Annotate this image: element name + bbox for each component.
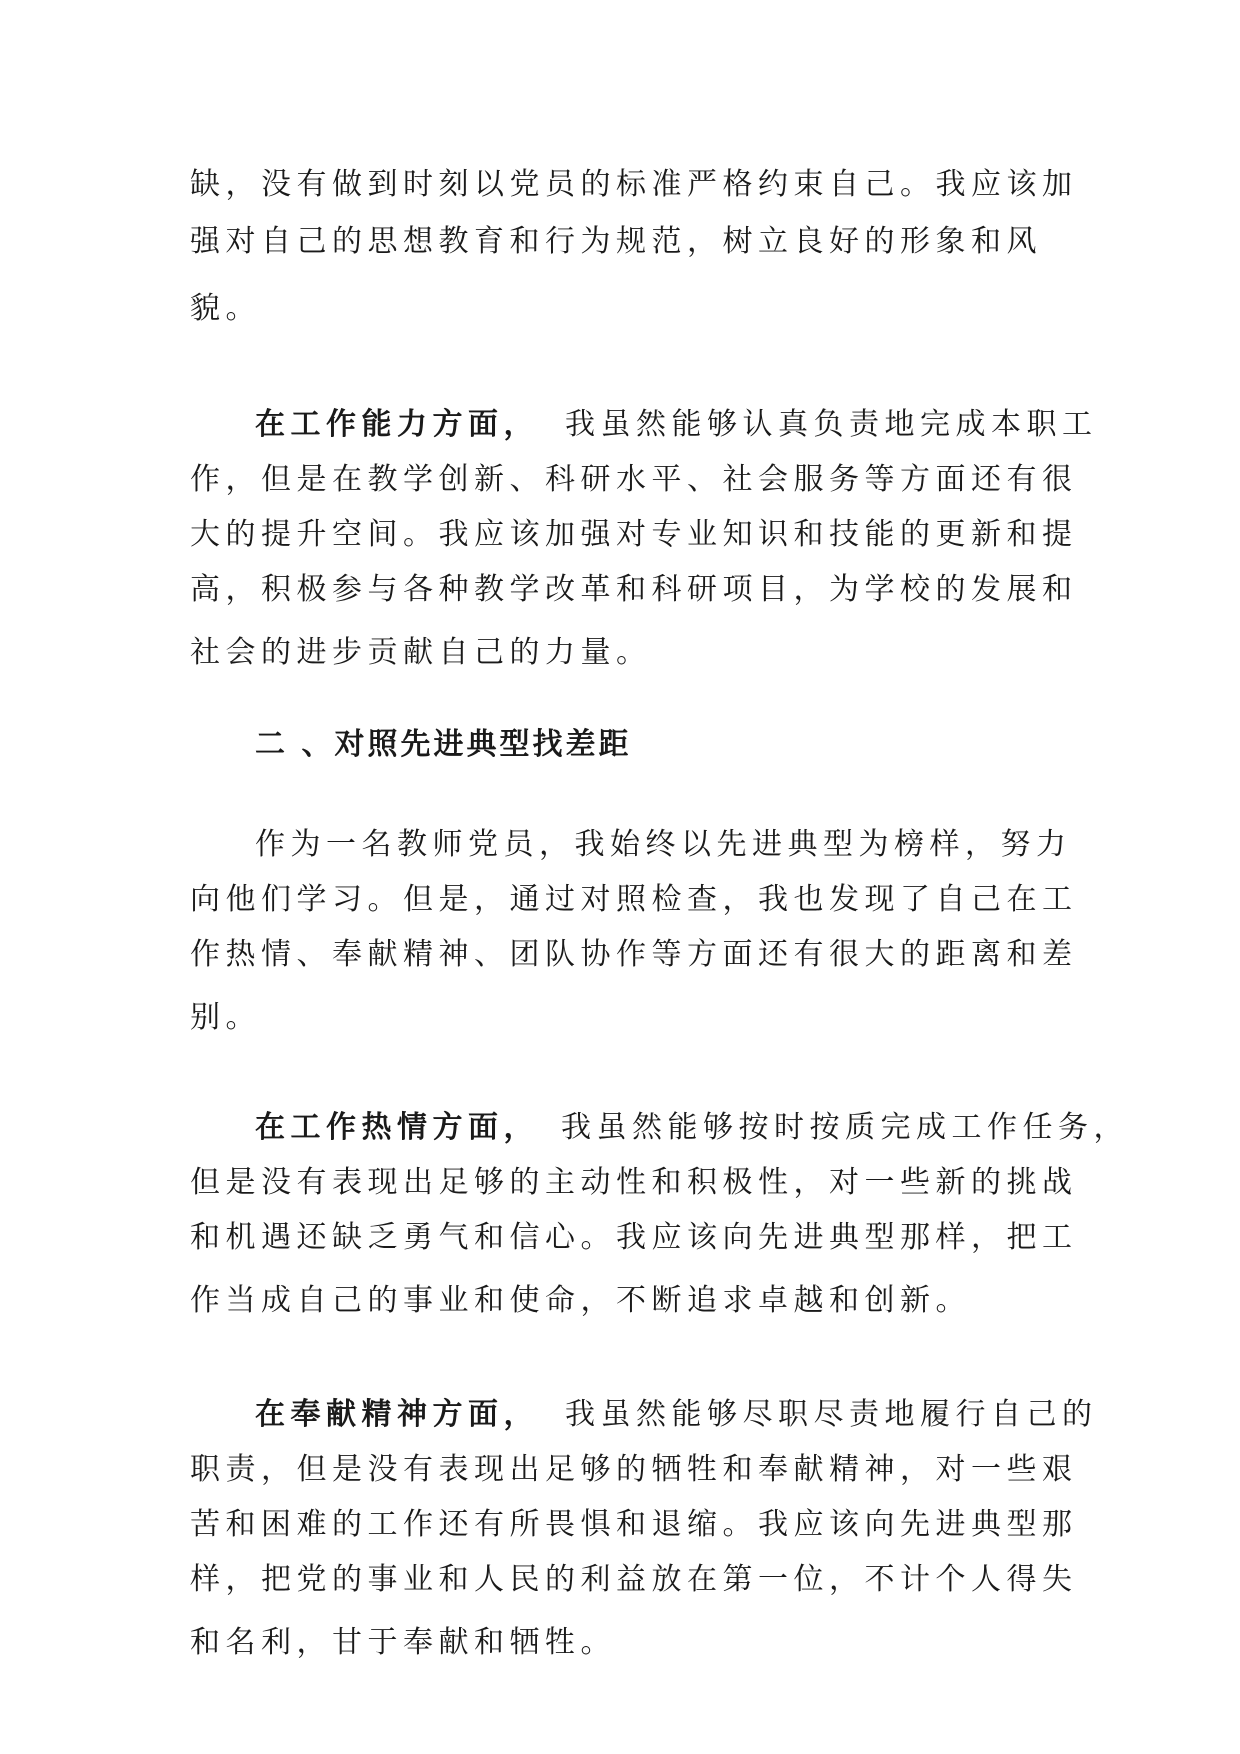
text-line: 作当成自己的事业和使命，不断追求卓越和创新。 (190, 1283, 971, 1318)
text-line: 和机遇还缺乏勇气和信心。我应该向先进典型那样，把工 (190, 1220, 1078, 1255)
text-line: 样，把党的事业和人民的利益放在第一位，不计个人得失 (190, 1562, 1078, 1597)
text-line: 向他们学习。但是，通过对照检查，我也发现了自己在工 (190, 882, 1078, 917)
text-line: 别。 (190, 1000, 261, 1035)
paragraph-lead: 在工作热情方面， (255, 1110, 539, 1145)
text-segment: 我虽然能够认真负责地完成本职工 (565, 407, 1098, 442)
text-line: 高，积极参与各种教学改革和科研项目，为学校的发展和 (190, 572, 1078, 607)
text-line: 作，但是在教学创新、科研水平、社会服务等方面还有很 (190, 462, 1078, 497)
text-line: 苦和困难的工作还有所畏惧和退缩。我应该向先进典型那 (190, 1507, 1078, 1542)
text-line: 大的提升空间。我应该加强对专业知识和技能的更新和提 (190, 517, 1078, 552)
text-line: 作为一名教师党员，我始终以先进典型为榜样，努力 (255, 827, 1072, 862)
text-line (255, 1110, 1129, 1145)
text-line: 作热情、奉献精神、团队协作等方面还有很大的距离和差 (190, 937, 1078, 972)
text-line: 社会的进步贡献自己的力量。 (190, 635, 652, 670)
text-line (255, 407, 1098, 442)
section-heading: 二 、对照先进典型找差距 (255, 727, 632, 762)
text-line: 和名利，甘于奉献和牺牲。 (190, 1625, 616, 1660)
text-line (255, 1397, 1098, 1432)
text-line: 缺，没有做到时刻以党员的标准严格约束自己。我应该加 (190, 167, 1078, 202)
text-line: 貌。 (190, 291, 261, 326)
text-segment: 我虽然能够尽职尽责地履行自己的 (565, 1397, 1098, 1432)
paragraph-lead: 在奉献精神方面， (255, 1397, 539, 1432)
text-segment: 我虽然能够按时按质完成工作任务， (561, 1110, 1129, 1145)
text-line: 强对自己的思想教育和行为规范，树立良好的形象和风 (190, 224, 1042, 259)
paragraph-lead: 在工作能力方面， (255, 407, 539, 442)
text-line: 但是没有表现出足够的主动性和积极性，对一些新的挑战 (190, 1165, 1078, 1200)
text-line: 职责，但是没有表现出足够的牺牲和奉献精神，对一些艰 (190, 1452, 1078, 1487)
